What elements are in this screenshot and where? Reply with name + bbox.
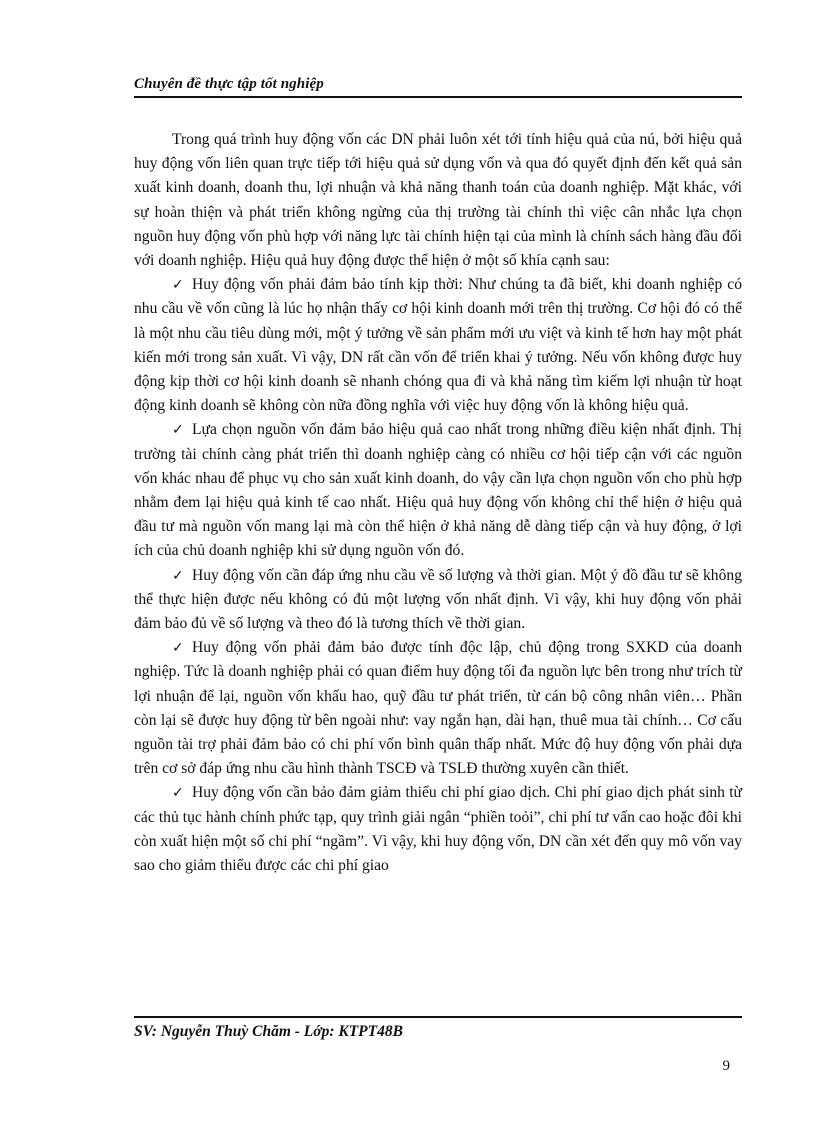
footer-student: SV: Nguyễn Thuỳ Chăm - Lớp: KTPT48B <box>134 1023 403 1040</box>
paragraph-text: Huy động vốn cần đáp ứng nhu cầu về số lượng và thời gian. Một ý đồ đầu tư sẽ không thể thực hiện được nếu không có đủ một lượng vốn nhất định. Vì vậy, khi huy động vốn phải đảm bảo đủ về số lượng và theo đó là tương thích về thời gian. <box>134 566 742 633</box>
checkmark-icon: ✓ <box>172 567 184 584</box>
header-rule <box>134 96 742 98</box>
bullet-paragraph <box>134 636 742 781</box>
checkmark-icon: ✓ <box>172 277 184 294</box>
checkmark-icon: ✓ <box>172 785 184 802</box>
paragraph-text: Huy động vốn cần bảo đảm giảm thiểu chi phí giao dịch. Chi phí giao dịch phát sinh từ các thủ tục hành chính phức tạp, quy trình giải ngân “phiền toỏi”, chi phí tư vấn cao hoặc đôi khi còn xuất hiện một số chi phí “ngầm”. Vì vậy, khi huy động vốn, DN cần xét đến quy mô vốn vay sao cho giảm thiểu được các chi phí giao <box>134 784 742 875</box>
paragraph-text: Trong quá trình huy động vốn các DN phải luôn xét tới tính hiệu quả của nú, bởi hiệu quả huy động vốn liên quan trực tiếp tới hiệu quả sử dụng vốn và qua đó quyết định đến kết quả sản xuất kinh doanh, doanh thu, lợi nhuận và khả năng thanh toán của doanh nghiệp. Mặt khác, với sự hoàn thiện và phát triển không ngừng của thị trường tài chính thì việc cân nhắc lựa chọn nguồn huy động vốn phù hợp với năng lực tài chính hiện tại của mình là chính sách hàng đầu đối với doanh nghiệp. Hiệu quả huy động được thể hiện ở một số khía cạnh sau: <box>134 131 742 270</box>
paragraph-text: Lựa chọn nguồn vốn đảm bảo hiệu quả cao nhất trong những điều kiện nhất định. Thị trường tài chính càng phát triển thì doanh nghiệp càng có nhiều cơ hội tiếp cận với các nguồn vốn khác nhau để phục vụ cho sản xuất kinh doanh, do vậy cần lựa chọn nguồn vốn cho phù hợp nhằm đem lại hiệu quả kinh tế cao nhất. Hiệu quả huy động vốn không chỉ thể hiện ở hiệu quả đầu tư mà nguồn vốn mang lại mà còn thể hiện ở khả năng dễ dàng tiếp cận và huy động, ở lợi ích của chủ doanh nghiệp khi sử dụng nguồn vốn đó. <box>134 421 742 560</box>
page-footer <box>134 1016 742 1076</box>
page-header <box>134 74 742 98</box>
bullet-paragraph <box>134 273 742 418</box>
bullet-paragraph <box>134 418 742 563</box>
checkmark-icon: ✓ <box>172 422 184 439</box>
body-text <box>134 128 742 878</box>
page-number: 9 <box>722 1058 730 1074</box>
paragraph-text: Huy động vốn phải đảm bảo được tính độc lập, chủ động trong SXKD của doanh nghiệp. Tức là doanh nghiệp phải có quan điểm huy động tối đa nguồn lực bên trong như trích từ lợi nhuận để lại, nguồn vốn khấu hao, quỹ đầu tư phát triển, từ cán bộ công nhân viên… Phần còn lại sẽ được huy động từ bên ngoài như: vay ngắn hạn, dài hạn, thuê mua tài chính… Cơ cấu nguồn tài trợ phải đảm bảo có chi phí vốn bình quân thấp nhất. Mức độ huy động vốn phải dựa trên cơ sở đáp ứng nhu cầu hình thành TSCĐ và TSLĐ thường xuyên cần thiết. <box>134 639 742 778</box>
header-title: Chuyên đề thực tập tốt nghiệp <box>134 76 324 92</box>
paragraph-text: Huy động vốn phải đảm bảo tính kịp thời: Như chúng ta đã biết, khi doanh nghiệp có nhu cầu về vốn cũng là lúc họ nhận thấy cơ hội kinh doanh mới trên thị trường. Cơ hội đó có thể là một nhu cầu tiêu dùng mới, một ý tưởng về sản phẩm mới ưu việt và kinh tế hơn hay một phát kiến mới trong sản xuất. Vì vậy, DN rất cần vốn để triển khai ý tưởng. Nếu vốn không được huy động kịp thời cơ hội kinh doanh sẽ nhanh chóng qua đi và khả năng tìm kiếm lợi nhuận từ hoạt động kinh doanh sẽ không còn nữa đồng nghĩa với việc huy động vốn là không hiệu quả. <box>134 276 742 415</box>
bullet-paragraph <box>134 781 742 878</box>
bullet-paragraph <box>134 564 742 637</box>
footer-rule <box>134 1016 742 1018</box>
paragraph-intro <box>134 128 742 273</box>
checkmark-icon: ✓ <box>172 640 184 657</box>
